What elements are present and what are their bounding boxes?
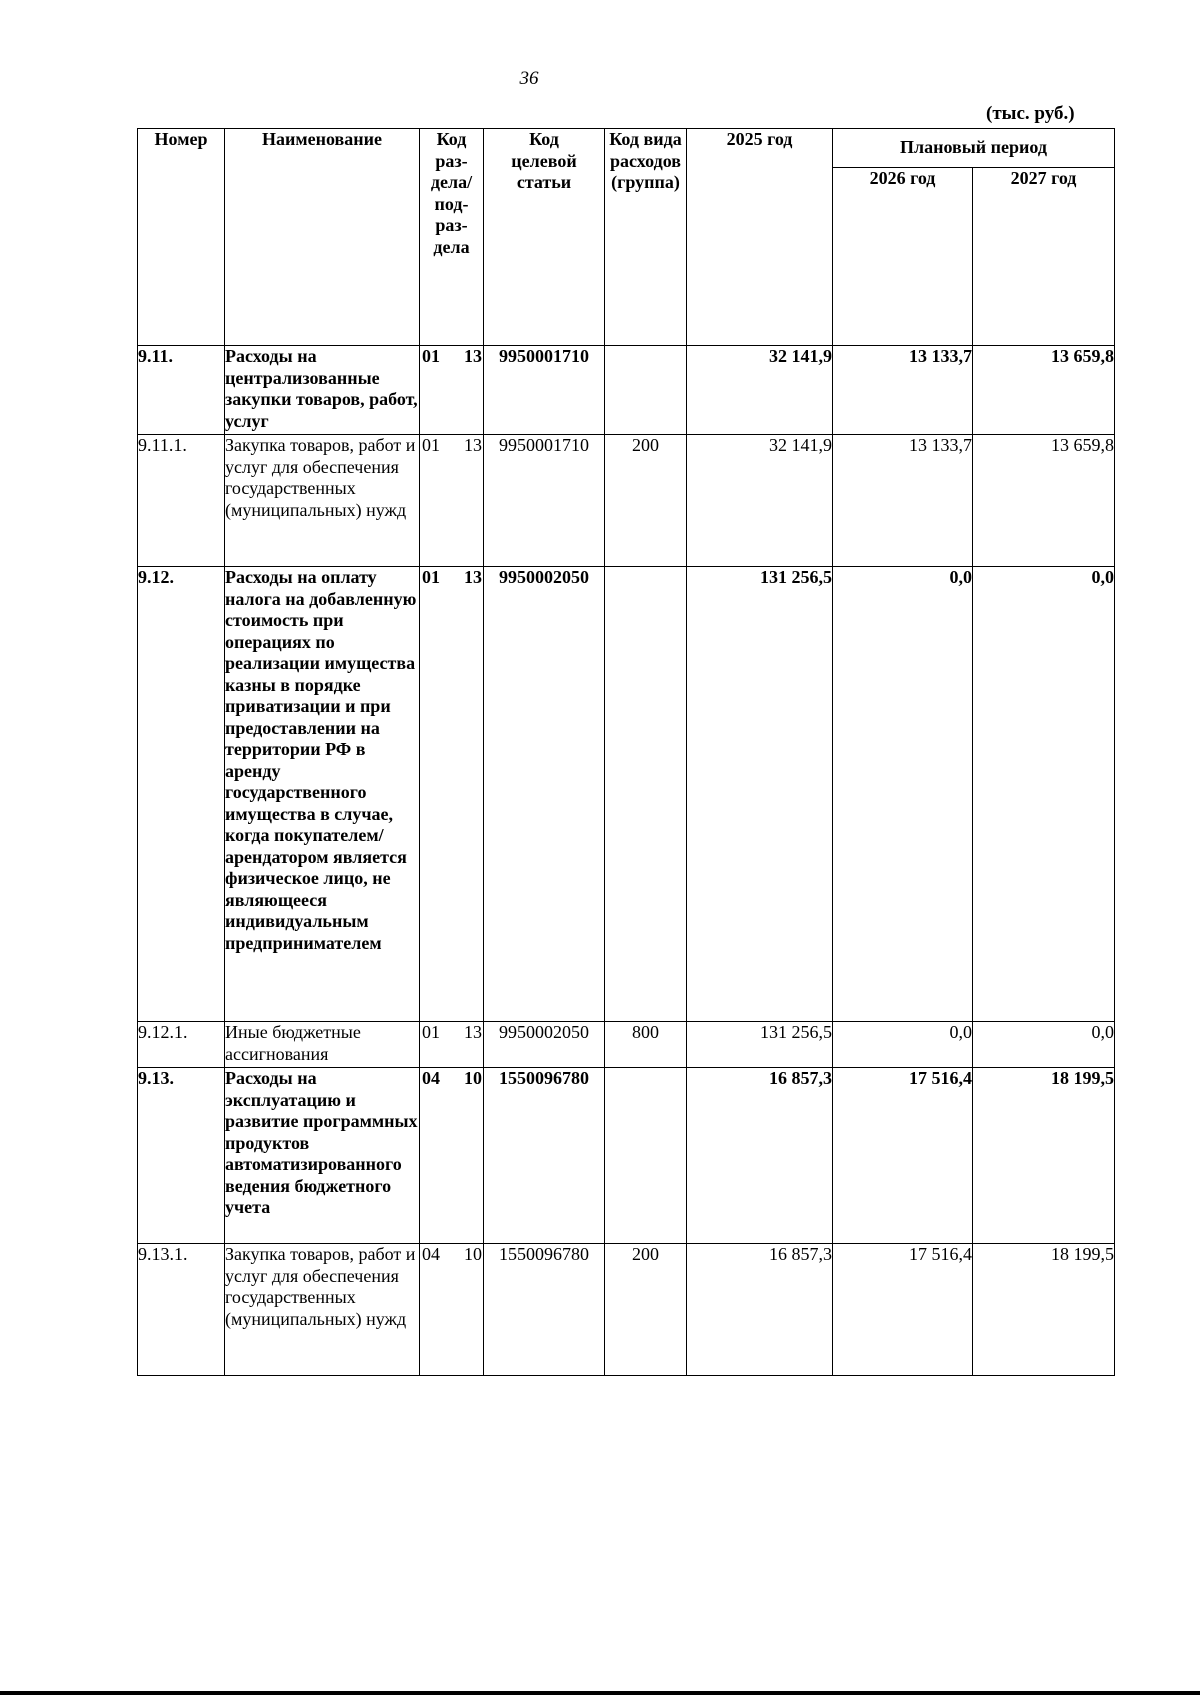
scan-bottom-edge — [0, 1691, 1200, 1695]
row-expense-group — [605, 1068, 687, 1244]
row-value-2025: 16 857,3 — [687, 1068, 833, 1244]
row-expense-group: 200 — [605, 435, 687, 567]
header-year-2025: 2025 год — [687, 129, 833, 346]
row-value-2026: 0,0 — [833, 567, 973, 1022]
row-target-code: 9950001710 — [484, 435, 605, 567]
row-section-code: 01 — [422, 346, 440, 366]
table-row — [138, 346, 1115, 435]
row-value-2025: 32 141,9 — [687, 435, 833, 567]
header-planned-period: Плановый период — [833, 129, 1115, 168]
row-value-2026: 0,0 — [833, 1022, 973, 1068]
row-subsection-code: 13 — [464, 435, 482, 455]
row-subsection-code: 13 — [464, 1022, 482, 1042]
row-name: Закупка товаров, работ и услуг для обеспечения государственных (муниципальных) нужд — [225, 1244, 420, 1376]
header-target-text: Код целевой статьи — [511, 129, 577, 192]
row-subsection-code: 13 — [464, 346, 482, 366]
row-name: Расходы на оплату налога на добавленную стоимость при операциях по реализации имущества казны в порядке приватизации и при предоставлении на территории РФ в аренду государственного имущества в случае, когда покупателем/арендатором является физическое лицо, не являющееся индивидуальным предпринимателем — [225, 567, 420, 1022]
row-value-2025: 16 857,3 — [687, 1244, 833, 1376]
row-value-2025: 32 141,9 — [687, 346, 833, 435]
row-section-code: 04 — [422, 1068, 440, 1088]
table-row — [138, 1022, 1115, 1068]
page-number: 36 — [519, 68, 539, 89]
budget-table — [137, 128, 1115, 1376]
header-row-1 — [138, 129, 1115, 168]
row-number: 9.12.1. — [138, 1022, 225, 1068]
row-name: Расходы на эксплуатацию и развитие программных продуктов автоматизированного ведения бюджетного учета — [225, 1068, 420, 1244]
row-expense-group — [605, 567, 687, 1022]
row-target-code: 9950001710 — [484, 346, 605, 435]
row-subsection-code: 10 — [464, 1068, 482, 1088]
table-row — [138, 567, 1115, 1022]
row-section-code: 01 — [422, 567, 440, 587]
row-number: 9.13.1. — [138, 1244, 225, 1376]
row-section — [420, 1022, 484, 1068]
table-body — [138, 346, 1115, 1376]
row-number: 9.11. — [138, 346, 225, 435]
row-name: Закупка товаров, работ и услуг для обеспечения государственных (муниципальных) нужд — [225, 435, 420, 567]
header-section — [420, 129, 484, 346]
row-value-2026: 13 133,7 — [833, 346, 973, 435]
row-target-code: 1550096780 — [484, 1244, 605, 1376]
row-expense-group — [605, 346, 687, 435]
row-name: Иные бюджетные ассигнования — [225, 1022, 420, 1068]
row-section — [420, 346, 484, 435]
row-target-code: 9950002050 — [484, 567, 605, 1022]
header-year-2027: 2027 год — [973, 168, 1115, 346]
row-value-2025: 131 256,5 — [687, 1022, 833, 1068]
row-number: 9.11.1. — [138, 435, 225, 567]
header-section-text: Код раз-дела/ под-раз-дела — [430, 129, 473, 257]
row-section — [420, 1068, 484, 1244]
row-name: Расходы на централизованные закупки товаров, работ, услуг — [225, 346, 420, 435]
row-target-code: 1550096780 — [484, 1068, 605, 1244]
header-year-2026: 2026 год — [833, 168, 973, 346]
row-section-code: 04 — [422, 1244, 440, 1264]
row-value-2027: 13 659,8 — [973, 435, 1115, 567]
row-section — [420, 435, 484, 567]
row-number: 9.13. — [138, 1068, 225, 1244]
row-value-2026: 17 516,4 — [833, 1244, 973, 1376]
row-expense-group: 800 — [605, 1022, 687, 1068]
row-value-2025: 131 256,5 — [687, 567, 833, 1022]
row-target-code: 9950002050 — [484, 1022, 605, 1068]
row-subsection-code: 13 — [464, 567, 482, 587]
header-expense-type: Код вида расходов (группа) — [605, 129, 687, 346]
table-row — [138, 1068, 1115, 1244]
unit-label: (тыс. руб.) — [986, 103, 1075, 124]
row-expense-group: 200 — [605, 1244, 687, 1376]
row-section-code: 01 — [422, 1022, 440, 1042]
header-number: Номер — [138, 129, 225, 346]
row-value-2027: 0,0 — [973, 567, 1115, 1022]
table-row — [138, 435, 1115, 567]
row-section — [420, 567, 484, 1022]
row-section-code: 01 — [422, 435, 440, 455]
row-value-2026: 13 133,7 — [833, 435, 973, 567]
header-name: Наименование — [225, 129, 420, 346]
row-value-2026: 17 516,4 — [833, 1068, 973, 1244]
row-subsection-code: 10 — [464, 1244, 482, 1264]
row-number: 9.12. — [138, 567, 225, 1022]
header-target — [484, 129, 605, 346]
row-section — [420, 1244, 484, 1376]
row-value-2027: 18 199,5 — [973, 1068, 1115, 1244]
row-value-2027: 18 199,5 — [973, 1244, 1115, 1376]
row-value-2027: 13 659,8 — [973, 346, 1115, 435]
row-value-2027: 0,0 — [973, 1022, 1115, 1068]
table-row — [138, 1244, 1115, 1376]
